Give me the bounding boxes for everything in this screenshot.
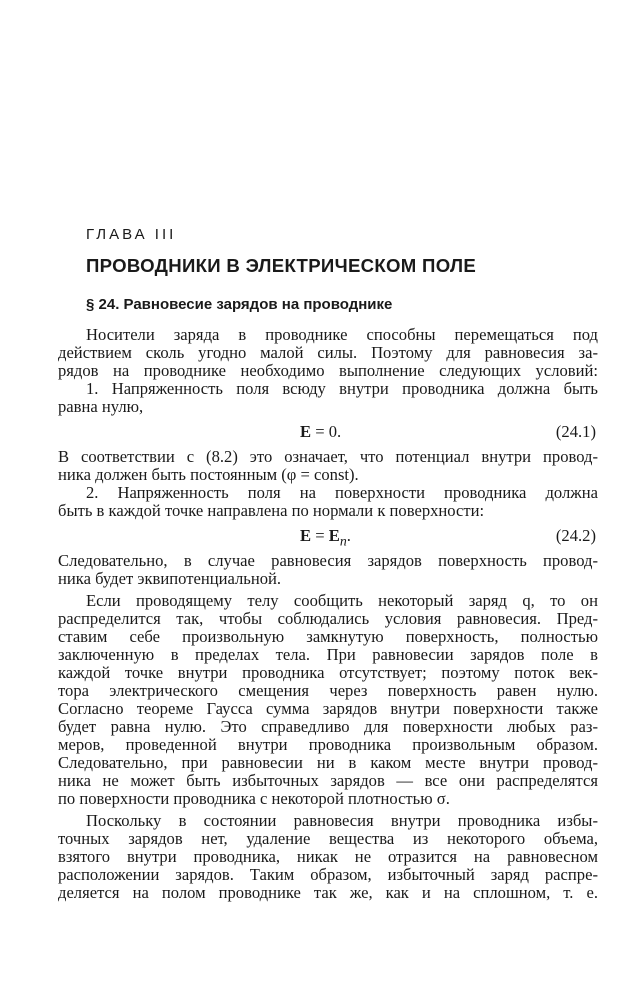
text-line: Если проводящему телу сообщить некоторый заряд q, то он [86,591,598,610]
chapter-title: ПРОВОДНИКИ В ЭЛЕКТРИЧЕСКОМ ПОЛЕ [86,255,477,276]
text-line: быть в каждой точке направлена по нормали к поверхности: [58,501,485,520]
text-line: Согласно теореме Гаусса сумма зарядов внутри поверхности также [58,699,598,718]
text-line: действием сколь угодно малой силы. Поэтому для равновесия за- [58,343,598,362]
paragraph-1 [58,326,598,380]
formula-subscript: n [339,533,347,549]
text-line: меров, проведенной внутри проводника произвольным образом. [58,735,598,754]
text-line: тора электрического смещения через поверхность равен нулю. [58,681,598,700]
text-line: заключенную в пределах тела. При равновесии зарядов поле в [58,645,598,664]
equation-number: (24.2) [555,526,596,545]
text-line: взятого внутри проводника, никак не отразится на равновесном [58,847,598,866]
text-line: деляется на полом проводнике так же, как и на сплошном, т. е. [58,883,598,902]
formula-equals: = [311,526,329,545]
paragraph-5 [58,812,598,902]
paragraph-3 [58,552,598,588]
condition-1 [58,380,598,416]
chapter-label: ГЛАВА III [86,226,177,243]
formula-24-1 [58,416,598,448]
text-line: каждой точке внутри проводника отсутствует; поэтому поток век- [58,663,598,682]
text-line: 2. Напряженность поля на поверхности проводника должна [86,483,598,502]
formula-24-2 [58,520,598,552]
text-line: ника не может быть избыточных зарядов — все они распределятся [58,771,598,790]
paragraph-4 [58,592,598,808]
text-line: Носители заряда в проводнике способны перемещаться под [86,325,598,344]
text-line: будет равна нулю. Это справедливо для поверхности любых раз- [58,717,598,736]
formula-rhs: = 0. [311,422,342,441]
body-text [58,326,598,902]
text-line: ставим себе произвольную замкнутую поверхность, полностью [58,627,598,646]
text-line: равна нулю, [58,397,144,416]
text-line: расположении зарядов. Таким образом, избыточный заряд распре- [58,865,598,884]
paragraph-2 [58,448,598,484]
text-line: ника будет эквипотенциальной. [58,569,282,588]
text-line: по поверхности проводника с некоторой плотностью σ. [58,789,450,808]
condition-2 [58,484,598,520]
formula-vector-e-n: E [328,526,340,545]
text-line: В соответствии с (8.2) это означает, что потенциал внутри провод- [58,447,598,466]
text-line: рядов на проводнике необходимо выполнение следующих условий: [58,361,598,380]
formula-expression [300,416,341,448]
text-line: 1. Напряженность поля всюду внутри проводника должна быть [86,379,598,398]
equation-number: (24.1) [555,422,596,441]
formula-vector-e: E [300,422,312,441]
text-line: ника должен быть постоянным (φ = const). [58,465,359,484]
text-line: Поскольку в состоянии равновесия внутри проводника избы- [86,811,598,830]
text-line: Следовательно, при равновесии ни в каком месте внутри провод- [58,753,598,772]
formula-vector-e: E [300,526,312,545]
text-line: Следовательно, в случае равновесия зарядов поверхность провод- [58,551,598,570]
formula-expression [300,520,351,557]
section-title: § 24. Равновесие зарядов на проводнике [86,296,393,313]
text-line: распределится так, чтобы соблюдались условия равновесия. Пред- [58,609,598,628]
text-line: точных зарядов нет, удаление вещества из некоторого объема, [58,829,598,848]
formula-tail: . [346,526,351,545]
